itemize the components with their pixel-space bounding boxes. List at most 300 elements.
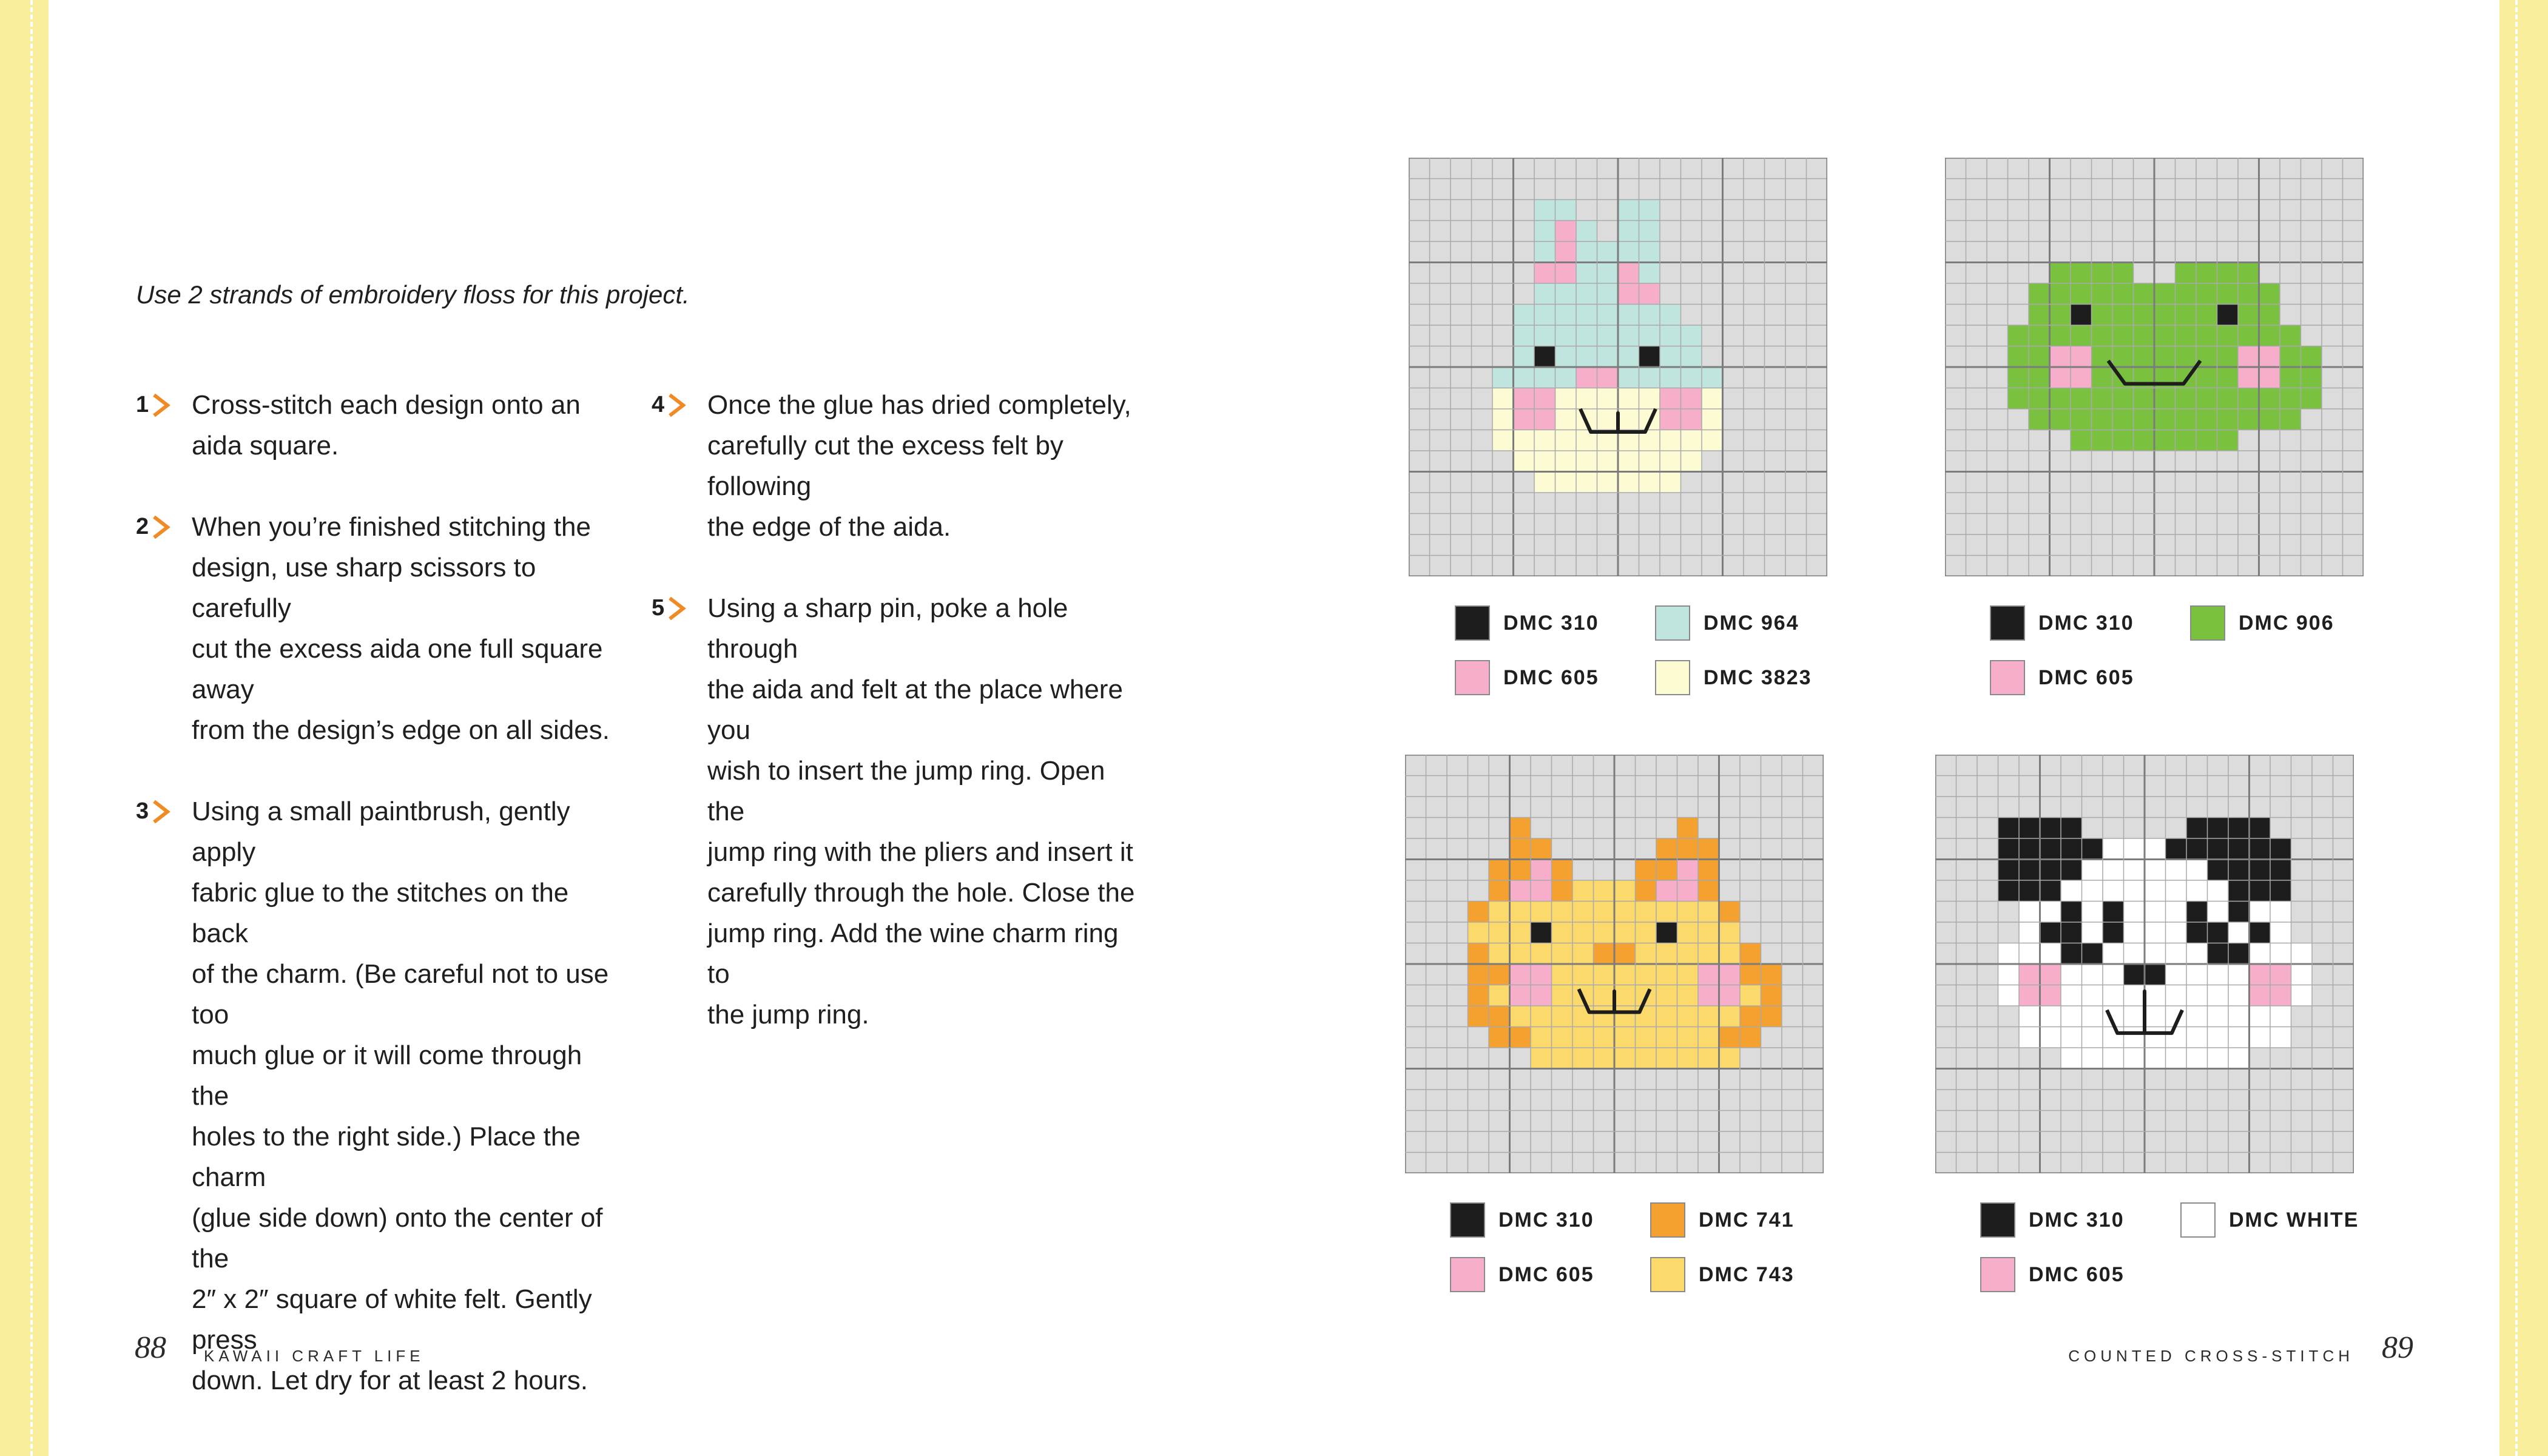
stitch-cell	[2019, 1006, 2040, 1027]
stitch-cell	[1576, 451, 1597, 472]
stitch-cell	[2092, 409, 2113, 430]
stitch-cell	[1740, 943, 1761, 965]
stitch-cell	[1552, 922, 1573, 943]
stitch-cell	[2238, 263, 2259, 284]
stitch-cell	[2103, 943, 2124, 965]
stitch-cell	[1555, 346, 1577, 368]
stitch-cell	[1998, 818, 2020, 839]
stitch-cell	[1639, 263, 1660, 284]
stitch-cell	[2134, 283, 2155, 305]
stitch-cell	[1656, 922, 1677, 943]
stitch-cell	[2166, 985, 2187, 1006]
stitch-cell	[1614, 985, 1636, 1006]
color-swatch	[2190, 605, 2225, 641]
stitch-cell	[2176, 388, 2197, 410]
step-number: 3	[136, 798, 149, 824]
stitch-cell	[2061, 1048, 2082, 1069]
stitch-cell	[1534, 472, 1555, 493]
stitch-cell	[1510, 1006, 1531, 1027]
stitch-cell	[2250, 860, 2271, 881]
stitch-cell	[1681, 367, 1702, 388]
stitch-cell	[2154, 346, 2176, 368]
cat-grid	[1405, 755, 1824, 1173]
stitch-cell	[1555, 283, 1577, 305]
stitch-cell	[1618, 451, 1639, 472]
stitch-cell	[1702, 367, 1723, 388]
stitch-cell	[2154, 388, 2176, 410]
stitch-cell	[2228, 860, 2250, 881]
stitch-cell	[2291, 964, 2313, 985]
step-number: 4	[652, 392, 665, 417]
stitch-cell	[1660, 430, 1681, 451]
stitch-cell	[2124, 943, 2145, 965]
stitch-cell	[1594, 964, 1615, 985]
stitch-cell	[2196, 388, 2217, 410]
intro-note: Use 2 strands of embroidery floss for this project.	[136, 280, 690, 309]
stitch-cell	[1531, 964, 1552, 985]
stitch-cell	[2124, 1027, 2145, 1048]
stitch-cell	[1702, 388, 1723, 410]
stitch-cell	[2217, 263, 2239, 284]
stitch-cell	[2186, 964, 2208, 985]
stitch-cell	[1552, 943, 1573, 965]
stitch-cell	[1614, 943, 1636, 965]
right-page-border	[2499, 0, 2548, 1456]
stitch-cell	[2250, 1027, 2271, 1048]
stitch-cell	[2270, 985, 2291, 1006]
running-head-right: COUNTED CROSS-STITCH	[2068, 1347, 2354, 1365]
stitch-cell	[2208, 838, 2229, 860]
stitch-cell	[2029, 388, 2050, 410]
stitch-cell	[2124, 902, 2145, 923]
stitch-cell	[1998, 985, 2020, 1006]
color-swatch	[1650, 1257, 1685, 1292]
stitch-cell	[1555, 388, 1577, 410]
stitch-cell	[1677, 1048, 1699, 1069]
stitch-cell	[1740, 1027, 1761, 1048]
stitch-cell	[2270, 943, 2291, 965]
stitch-cell	[2208, 880, 2229, 902]
running-head-left: KAWAII CRAFT LIFE	[204, 1347, 425, 1365]
page-number-left: 88	[135, 1330, 166, 1365]
stitch-cell	[1677, 1006, 1699, 1027]
stitch-cell	[2196, 305, 2217, 326]
stitch-cell	[2029, 283, 2050, 305]
stitch-cell	[1698, 985, 1719, 1006]
stitch-cell	[1514, 346, 1535, 368]
stitch-cell	[1594, 880, 1615, 902]
color-swatch	[1455, 605, 1490, 641]
step-3	[136, 791, 621, 1401]
stitch-cell	[2154, 409, 2176, 430]
stitch-cell	[2071, 430, 2092, 451]
stitch-cell	[2071, 367, 2092, 388]
stitch-cell	[2019, 964, 2040, 985]
stitch-cell	[2250, 818, 2271, 839]
stitch-cell	[1572, 880, 1594, 902]
stitch-cell	[1468, 922, 1489, 943]
stitch-cell	[2040, 964, 2061, 985]
stitch-cell	[2124, 880, 2145, 902]
stitch-cell	[2166, 943, 2187, 965]
stitch-cell	[2228, 902, 2250, 923]
stitch-cell	[2092, 367, 2113, 388]
step-number: 2	[136, 514, 149, 539]
stitch-cell	[2029, 346, 2050, 368]
stitch-cell	[1639, 346, 1660, 368]
stitch-cell	[2082, 922, 2103, 943]
stitch-cell	[1719, 902, 1741, 923]
stitch-cell	[1618, 305, 1639, 326]
stitch-cell	[1639, 325, 1660, 346]
stitch-cell	[1618, 409, 1639, 430]
color-swatch	[1980, 1257, 2015, 1292]
stitch-cell	[2270, 922, 2291, 943]
chevron-right-icon	[666, 596, 688, 621]
stitch-cell	[1572, 1006, 1594, 1027]
stitch-cell	[2082, 1048, 2103, 1069]
stitch-cell	[1636, 860, 1657, 881]
stitch-cell	[1677, 922, 1699, 943]
stitch-cell	[1510, 902, 1531, 923]
stitch-cell	[2124, 1006, 2145, 1027]
stitch-cell	[2186, 860, 2208, 881]
color-swatch	[1655, 605, 1690, 641]
stitch-cell	[2050, 346, 2071, 368]
stitch-cell	[1639, 472, 1660, 493]
stitch-cell	[2250, 964, 2271, 985]
stitch-cell	[2061, 985, 2082, 1006]
stitch-cell	[2238, 283, 2259, 305]
legend-label: DMC 310	[2038, 611, 2134, 635]
stitch-cell	[1639, 367, 1660, 388]
stitch-cell	[1492, 388, 1514, 410]
stitch-cell	[1698, 902, 1719, 923]
stitch-cell	[2217, 367, 2239, 388]
stitch-cell	[2134, 305, 2155, 326]
stitch-cell	[2280, 346, 2301, 368]
legend-label: DMC 605	[2038, 666, 2134, 689]
stitch-cell	[2228, 922, 2250, 943]
stitch-cell	[1618, 283, 1639, 305]
stitch-cell	[2082, 943, 2103, 965]
stitch-cell	[2301, 388, 2322, 410]
stitch-cell	[2082, 838, 2103, 860]
stitch-cell	[2208, 1048, 2229, 1069]
page-number-right: 89	[2382, 1330, 2413, 1365]
stitch-cell	[1594, 922, 1615, 943]
stitch-cell	[2050, 263, 2071, 284]
stitch-cell	[2103, 964, 2124, 985]
stitch-cell	[2196, 409, 2217, 430]
stitch-cell	[2134, 388, 2155, 410]
stitch-cell	[2082, 964, 2103, 985]
stitch-cell	[2259, 367, 2280, 388]
stitch-cell	[2082, 1006, 2103, 1027]
color-swatch	[1455, 660, 1490, 695]
stitch-cell	[2208, 1006, 2229, 1027]
stitch-cell	[1555, 409, 1577, 430]
stitch-cell	[1555, 305, 1577, 326]
stitch-cell	[2134, 325, 2155, 346]
stitch-cell	[2008, 325, 2029, 346]
stitch-cell	[1677, 964, 1699, 985]
stitch-cell	[2061, 860, 2082, 881]
step-text: When you’re finished stitching the design, use sharp scissors to carefully cut the excess aida one full square away from the design’s edge on all sides.	[192, 512, 610, 745]
stitch-cell	[1618, 263, 1639, 284]
stitch-cell	[1597, 451, 1619, 472]
stitch-cell	[1677, 985, 1699, 1006]
stitch-cell	[2217, 283, 2239, 305]
step-2	[136, 507, 621, 750]
stitch-cell	[1656, 860, 1677, 881]
stitch-cell	[1698, 860, 1719, 881]
stitch-cell	[2238, 325, 2259, 346]
stitch-cell	[1534, 221, 1555, 242]
stitch-cell	[1594, 902, 1615, 923]
legend-item	[1990, 660, 2190, 695]
stitch-cell	[2228, 964, 2250, 985]
stitch-cell	[1510, 860, 1531, 881]
stitch-cell	[1555, 263, 1577, 284]
stitch-cell	[1702, 430, 1723, 451]
stitch-cell	[2040, 818, 2061, 839]
stitch-cell	[2103, 880, 2124, 902]
stitch-cell	[2145, 902, 2166, 923]
stitch-cell	[2029, 325, 2050, 346]
chevron-right-icon	[150, 393, 172, 417]
legend-item	[1655, 605, 1855, 641]
stitch-cell	[1572, 964, 1594, 985]
stitch-cell	[1552, 1048, 1573, 1069]
stitch-cell	[2208, 1027, 2229, 1048]
stitch-cell	[1998, 880, 2020, 902]
stitch-cell	[1618, 346, 1639, 368]
stitch-cell	[1761, 964, 1782, 985]
stitch-cell	[1576, 305, 1597, 326]
legend-item	[1980, 1257, 2180, 1292]
stitch-cell	[1639, 283, 1660, 305]
stitch-cell	[1534, 325, 1555, 346]
stitch-cell	[1489, 880, 1510, 902]
stitch-cell	[2270, 964, 2291, 985]
stitch-cell	[1489, 922, 1510, 943]
stitch-cell	[1576, 388, 1597, 410]
stitch-cell	[1572, 1048, 1594, 1069]
stitch-cell	[2228, 943, 2250, 965]
legend-label: DMC 3823	[1704, 666, 1812, 689]
stitch-cell	[2176, 283, 2197, 305]
stitch-cell	[2238, 305, 2259, 326]
bunny-legend	[1455, 605, 1855, 695]
stitch-cell	[2082, 902, 2103, 923]
stitch-cell	[1656, 838, 1677, 860]
stitch-cell	[1489, 860, 1510, 881]
stitch-cell	[1761, 1006, 1782, 1027]
stitch-cell	[2196, 430, 2217, 451]
frog-grid	[1945, 158, 2364, 576]
stitch-cell	[2008, 367, 2029, 388]
stitch-cell	[1597, 472, 1619, 493]
stitch-cell	[1552, 902, 1573, 923]
stitch-cell	[2208, 922, 2229, 943]
stitch-cell	[2103, 860, 2124, 881]
stitch-cell	[2154, 305, 2176, 326]
stitch-cell	[1552, 1027, 1573, 1048]
stitch-cell	[2176, 305, 2197, 326]
stitch-cell	[2186, 1048, 2208, 1069]
stitch-cell	[2270, 880, 2291, 902]
stitch-cell	[1740, 1006, 1761, 1027]
legend-item	[1455, 605, 1655, 641]
stitch-cell	[2061, 922, 2082, 943]
stitch-cell	[2071, 388, 2092, 410]
stitch-cell	[2092, 325, 2113, 346]
stitch-cell	[1492, 430, 1514, 451]
stitch-cell	[1719, 1027, 1741, 1048]
step-text: Using a sharp pin, poke a hole through the aida and felt at the place where you wish to insert the jump ring. Open the jump ring with the pliers and insert it carefully through the hole. Close the jump ring. Add the wine charm ring to the jump ring.	[707, 593, 1135, 1030]
stitch-cell	[1555, 472, 1577, 493]
stitch-cell	[1492, 367, 1514, 388]
stitch-cell	[1534, 305, 1555, 326]
stitch-cell	[2071, 409, 2092, 430]
stitch-cell	[2050, 409, 2071, 430]
stitch-cell	[2082, 1027, 2103, 1048]
stitch-cell	[2301, 346, 2322, 368]
step-text: Using a small paintbrush, gently apply fabric glue to the stitches on the back of the charm. (Be careful not to use too much glue or it will come through the holes to the right side.) Place the charm (glue side down) onto the center of the 2″ x 2″ square of white felt. Gently press down. Let dry for at least 2 hours.	[192, 797, 609, 1395]
stitch-cell	[1552, 860, 1573, 881]
panda-legend	[1980, 1202, 2381, 1292]
stitch-cell	[2166, 964, 2187, 985]
stitch-cell	[2176, 325, 2197, 346]
stitch-cell	[1468, 943, 1489, 965]
legend-item	[1980, 1202, 2180, 1238]
stitch-cell	[2217, 388, 2239, 410]
stitch-cell	[2019, 922, 2040, 943]
stitch-cell	[2145, 1006, 2166, 1027]
stitch-cell	[1639, 221, 1660, 242]
stitch-cell	[1702, 409, 1723, 430]
stitch-cell	[1660, 305, 1681, 326]
stitch-cell	[1614, 902, 1636, 923]
panda-chart	[1935, 755, 2354, 1173]
stitch-cell	[1656, 1006, 1677, 1027]
stitch-cell	[2228, 985, 2250, 1006]
stitch-cell	[1534, 200, 1555, 221]
steps-column-left	[136, 385, 621, 1441]
legend-item	[1655, 660, 1855, 695]
stitch-cell	[1468, 902, 1489, 923]
stitch-cell	[2186, 902, 2208, 923]
stitch-cell	[2019, 818, 2040, 839]
bunny-grid	[1409, 158, 1827, 576]
stitch-cell	[1698, 1048, 1719, 1069]
stitch-cell	[1597, 346, 1619, 368]
stitch-cell	[1576, 241, 1597, 263]
color-swatch	[1450, 1202, 1485, 1238]
stitch-cell	[2259, 283, 2280, 305]
stitch-cell	[1489, 985, 1510, 1006]
step-text: Cross-stitch each design onto an aida square.	[192, 390, 581, 460]
stitch-cell	[1660, 346, 1681, 368]
stitch-cell	[2040, 838, 2061, 860]
stitch-cell	[1998, 838, 2020, 860]
stitch-cell	[2228, 1006, 2250, 1027]
stitch-cell	[2112, 263, 2134, 284]
stitch-cell	[2250, 1006, 2271, 1027]
stitch-cell	[1656, 1048, 1677, 1069]
stitch-cell	[1510, 943, 1531, 965]
stitch-cell	[1594, 1027, 1615, 1048]
stitch-cell	[1636, 1006, 1657, 1027]
stitch-cell	[1576, 472, 1597, 493]
stitch-cell	[1681, 430, 1702, 451]
stitch-cell	[2228, 1048, 2250, 1069]
stitch-cell	[1639, 388, 1660, 410]
stitch-cell	[2092, 283, 2113, 305]
stitch-cell	[2124, 860, 2145, 881]
stitch-cell	[1698, 1006, 1719, 1027]
stitch-cell	[2228, 818, 2250, 839]
stitch-cell	[1681, 388, 1702, 410]
stitch-cell	[1656, 964, 1677, 985]
stitch-cell	[2050, 388, 2071, 410]
legend-item	[1450, 1257, 1650, 1292]
stitch-cell	[2208, 943, 2229, 965]
stitch-cell	[2082, 860, 2103, 881]
stitch-cell	[2061, 1027, 2082, 1048]
stitch-cell	[1636, 943, 1657, 965]
stitch-cell	[1514, 388, 1535, 410]
stitch-cell	[1514, 409, 1535, 430]
stitch-cell	[1510, 922, 1531, 943]
stitch-cell	[1639, 241, 1660, 263]
stitch-cell	[2238, 409, 2259, 430]
stitch-cell	[2166, 880, 2187, 902]
stitch-cell	[2145, 880, 2166, 902]
stitch-cell	[2228, 880, 2250, 902]
stitch-cell	[2208, 964, 2229, 985]
panda-grid	[1935, 755, 2354, 1173]
stitch-cell	[1660, 472, 1681, 493]
stitch-cell	[2103, 1048, 2124, 1069]
stitch-cell	[1597, 367, 1619, 388]
stitch-cell	[2124, 964, 2145, 985]
stitch-cell	[2270, 1006, 2291, 1027]
stitch-cell	[2166, 1027, 2187, 1048]
stitch-cell	[1594, 1048, 1615, 1069]
stitch-cell	[2208, 860, 2229, 881]
stitch-cell	[2040, 860, 2061, 881]
stitch-cell	[2112, 305, 2134, 326]
legend-label: DMC 310	[2029, 1208, 2125, 1232]
step-4	[652, 385, 1137, 547]
stitch-cell	[2217, 409, 2239, 430]
stitch-cell	[2145, 943, 2166, 965]
stitch-cell	[2186, 880, 2208, 902]
stitch-cell	[2029, 367, 2050, 388]
stitch-cell	[2145, 922, 2166, 943]
step-5	[652, 588, 1137, 1035]
stitch-cell	[1618, 388, 1639, 410]
legend-label: DMC 310	[1503, 611, 1599, 635]
chevron-right-icon	[666, 393, 688, 417]
stitch-cell	[1660, 367, 1681, 388]
cat-legend	[1450, 1202, 1850, 1292]
stitch-cell	[2040, 922, 2061, 943]
stitch-cell	[2145, 1048, 2166, 1069]
stitch-cell	[1572, 943, 1594, 965]
